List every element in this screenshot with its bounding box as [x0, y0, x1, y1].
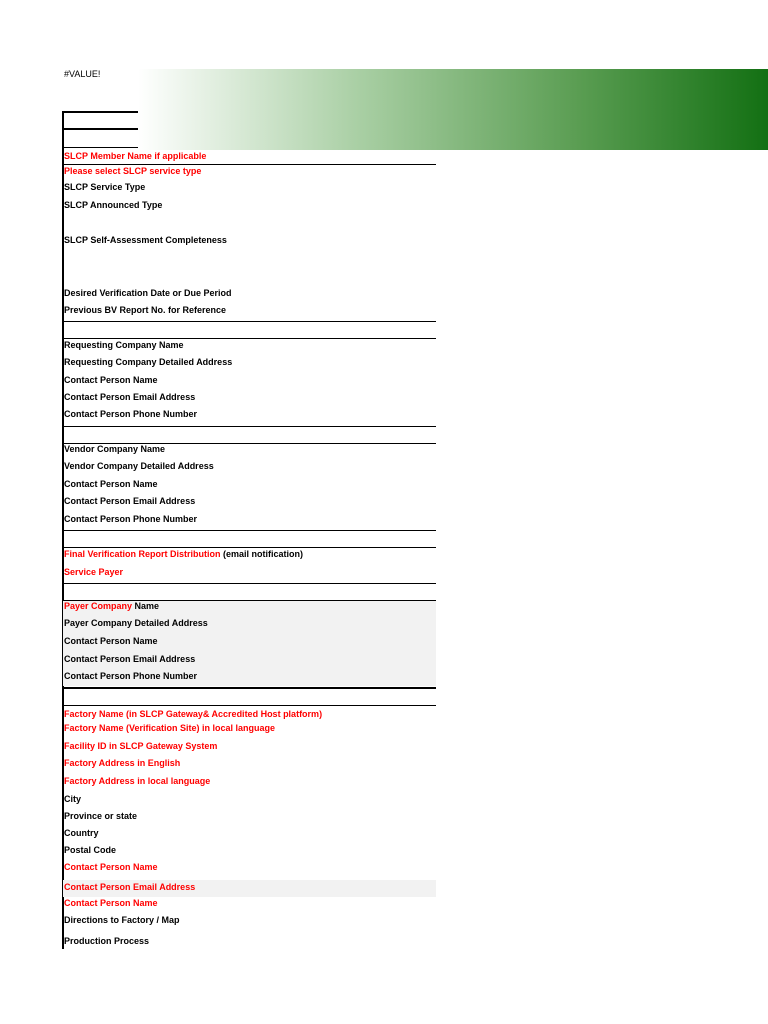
divider: [63, 705, 436, 706]
divider-thick: [63, 687, 436, 689]
factory-contact-name-label[interactable]: Contact Person Name: [64, 862, 158, 872]
postal-code-label[interactable]: Postal Code: [64, 845, 117, 855]
requesting-contact-email-label[interactable]: Contact Person Email Address: [64, 392, 196, 402]
header-bar-1: [63, 111, 138, 113]
factory-contact-name-2-label[interactable]: Contact Person Name: [64, 898, 158, 908]
slcp-announced-type-label[interactable]: SLCP Announced Type: [64, 200, 163, 210]
requesting-contact-phone-label[interactable]: Contact Person Phone Number: [64, 409, 198, 419]
divider: [63, 583, 436, 584]
payer-company-address-label[interactable]: Payer Company Detailed Address: [64, 618, 208, 628]
vendor-contact-name-label[interactable]: Contact Person Name: [64, 479, 158, 489]
divider: [63, 321, 436, 322]
requesting-contact-name-label[interactable]: Contact Person Name: [64, 375, 158, 385]
select-service-type-label[interactable]: Please select SLCP service type: [64, 166, 202, 176]
country-label[interactable]: Country: [64, 828, 99, 838]
payer-contact-email-label[interactable]: Contact Person Email Address: [64, 654, 196, 664]
error-value-cell[interactable]: #VALUE!: [64, 69, 101, 79]
divider: [63, 547, 436, 548]
vendor-contact-phone-label[interactable]: Contact Person Phone Number: [64, 514, 198, 524]
vendor-company-address-label[interactable]: Vendor Company Detailed Address: [64, 461, 214, 471]
facility-id-label[interactable]: Facility ID in SLCP Gateway System: [64, 741, 218, 751]
payer-contact-phone-label[interactable]: Contact Person Phone Number: [64, 671, 198, 681]
vendor-company-name-label[interactable]: Vendor Company Name: [64, 444, 166, 454]
final-report-red-text: Final Verification Report Distribution: [64, 549, 221, 559]
payer-company-name-label[interactable]: [64, 601, 159, 611]
factory-name-gateway-label[interactable]: Factory Name (in SLCP Gateway& Accredited Host platform): [64, 709, 323, 719]
payer-company-red-text: Payer Company: [64, 601, 133, 611]
vendor-contact-email-label[interactable]: Contact Person Email Address: [64, 496, 196, 506]
final-report-distribution-label[interactable]: [64, 549, 303, 559]
factory-name-local-label[interactable]: Factory Name (Verification Site) in local language: [64, 723, 276, 733]
factory-address-local-label[interactable]: Factory Address in local language: [64, 776, 211, 786]
requesting-company-name-label[interactable]: Requesting Company Name: [64, 340, 184, 350]
divider: [63, 338, 436, 339]
final-report-black-text: (email notification): [220, 549, 304, 559]
payer-company-black-text: Name: [132, 601, 160, 611]
desired-date-label[interactable]: Desired Verification Date or Due Period: [64, 288, 232, 298]
header-divider: [63, 147, 138, 148]
city-label[interactable]: City: [64, 794, 82, 804]
directions-label[interactable]: Directions to Factory / Map: [64, 915, 180, 925]
slcp-service-type-label[interactable]: SLCP Service Type: [64, 182, 146, 192]
self-assessment-label[interactable]: SLCP Self-Assessment Completeness: [64, 235, 227, 245]
province-label[interactable]: Province or state: [64, 811, 138, 821]
payer-contact-name-label[interactable]: Contact Person Name: [64, 636, 158, 646]
service-payer-label[interactable]: Service Payer: [64, 567, 124, 577]
slcp-member-name-label[interactable]: SLCP Member Name if applicable: [64, 151, 207, 161]
header-bar-2: [63, 128, 138, 130]
divider: [63, 530, 436, 531]
production-process-label[interactable]: Production Process: [64, 936, 150, 946]
divider: [63, 426, 436, 427]
green-gradient-banner: [138, 69, 768, 150]
requesting-company-address-label[interactable]: Requesting Company Detailed Address: [64, 357, 233, 367]
divider: [63, 164, 436, 165]
previous-report-label[interactable]: Previous BV Report No. for Reference: [64, 305, 227, 315]
factory-address-english-label[interactable]: Factory Address in English: [64, 758, 181, 768]
factory-contact-email-label[interactable]: Contact Person Email Address: [64, 882, 196, 892]
